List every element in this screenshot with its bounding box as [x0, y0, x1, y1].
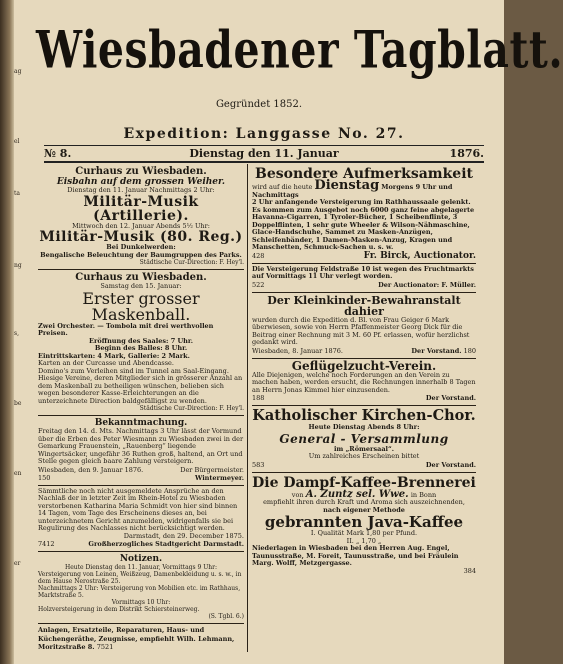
- notice-heading: Der Kleinkinder-Bewahranstalt dahier: [267, 293, 461, 318]
- ad-signature: Der Vorstand.: [425, 460, 476, 469]
- ad-heading: Die Dampf-Kaffee-Brennerei: [252, 474, 476, 491]
- notice-date: Wiesbaden, den 9. Januar 1876.: [38, 465, 144, 474]
- closing-ad: [38, 624, 244, 652]
- notice-signature: Der Auctionator: F. Müller.: [378, 280, 476, 289]
- founded-line: Gegründet 1852.: [215, 99, 303, 110]
- edge-fragment: el: [14, 138, 20, 145]
- notice-office: Der Bürgermeister.: [180, 465, 244, 474]
- newspaper-page: [14, 0, 563, 664]
- notizen-line: Heute Dienstag den 11. Januar, Vormittags 9 Uhr:: [64, 564, 218, 571]
- notice-footer: [252, 347, 476, 355]
- notice-signature: Wintermeyer.: [195, 473, 244, 482]
- ad-line: Domino's zum Verleihen sind im Tunnel am Saal-Eingang.: [38, 366, 229, 375]
- notice-signature: Der Vorstand.: [425, 394, 476, 402]
- kirchen-chor-ad: [252, 406, 476, 473]
- kleinkinder-notice: [252, 293, 476, 359]
- edge-fragment: ta: [14, 190, 20, 197]
- ad-company: A. Zuntz sel. Wwe.: [305, 488, 409, 500]
- notice-date: Darmstadt, den 29. December 1875.: [123, 531, 244, 540]
- ad-signature: Fr. Birck, Auctionator.: [363, 250, 476, 261]
- ad-text: von: [291, 490, 304, 499]
- issue-number: № 8.: [44, 147, 72, 160]
- ad-line: nach eigener Methode: [323, 505, 405, 514]
- right-column: [252, 164, 476, 660]
- ad-big-line: Militär-Musik (80. Reg.): [39, 229, 243, 245]
- curhaus-concert-ad: [38, 164, 244, 270]
- notice-text: wurden durch die Expedition d. Bl. von Frau Geiger 6 Mark überwiesen, sowie von Herrn Pfaffenmeister Georg Dick für die Beitrag einer Rechnung mit 3 M. 60 Pf. erlassen, wofür herzlichst gedankt wird.: [252, 315, 470, 346]
- notizen-line: Vormittags 10 Uhr:: [111, 599, 171, 606]
- notice-signature: Großherzogliches Stadtgericht Darmstadt.: [88, 540, 244, 548]
- ad-line: Beginn des Balles: 8 Uhr.: [94, 344, 188, 352]
- ad-line: Eintrittskarten: 4 Mark, Gallerie: 2 Mark.: [38, 351, 190, 360]
- ad-line: Samstag den 15. Januar:: [100, 282, 182, 290]
- notice-date: Wiesbaden, 8. Januar 1876.: [252, 346, 343, 355]
- ad-signature: Städtische Cur-Direction: F. Hey'l.: [139, 259, 244, 266]
- ad-line: Hiesige Vereine, deren Mitglieder sich in grösserer Anzahl an dem Maskenball zu betheiligen wünschen, belieben sich wegen besonderer Kasse-Erleichterungen an die unterzeichnete Direction baldgefälligst zu wenden.: [38, 374, 243, 405]
- ad-line: Bengalische Beleuchtung der Baumgruppen des Parks.: [40, 250, 242, 259]
- ad-heading: Curhaus zu Wiesbaden.: [75, 166, 207, 177]
- ad-line: [252, 178, 476, 199]
- dateline: [44, 145, 484, 163]
- bekanntmachung-notice: [38, 416, 244, 486]
- notice-text: Alle Diejenigen, welche noch Forderungen an den Verein zu machen haben, werden ersucht, die Rechnungen innerhalb 8 Tagen an Herrn Jonas Kimmel hier einzusenden.: [252, 370, 476, 394]
- notizen-section: [38, 552, 244, 624]
- edge-fragment: er: [14, 560, 21, 567]
- notice-heading: Geflügelzucht-Verein.: [291, 358, 437, 373]
- ad-footer: [252, 461, 476, 469]
- notice-number: 7412: [38, 540, 55, 548]
- notice-text: Sämmtliche noch nicht ausgemeldete Ansprüche an den Nachlaß der in letzter Zeit im Rhein-Hotel zu Wiesbaden verstorbenen Katharina Maria Schmidt von hier sind binnen 14 Tagen, vom Tage des Erscheinens dieses an, bei unterzeichnetem Gericht anzumelden, widrigenfalls sie bei Regulirung des Nachlasses nicht berücksichtigt werden.: [38, 486, 238, 532]
- notice-number: 188: [252, 394, 265, 402]
- ad-number: 583: [252, 460, 265, 469]
- edge-fragment: ng: [14, 262, 22, 269]
- ad-day: Dienstag: [314, 178, 380, 193]
- edge-fragment: be: [14, 400, 22, 407]
- estate-claims-notice: [38, 486, 244, 553]
- curhaus-maskenball-ad: [38, 270, 244, 416]
- notice-footer: [252, 281, 476, 289]
- notice-footer: [38, 540, 244, 548]
- ad-line: Bei Dunkelwerden:: [106, 243, 176, 251]
- ad-heading: Curhaus zu Wiesbaden.: [75, 272, 207, 283]
- notice-number: 150: [38, 473, 51, 482]
- notice-text: Die Versteigerung Feldstraße 10 ist wegen des Fruchtmarkts auf Vormittags 11 Uhr verlegt worden.: [252, 264, 474, 280]
- closing-text: Anlagen, Ersatzteile, Reparaturen, Haus- und Küchengeräthe, Zeugnisse, empfiehlt Wilh. Lehmann, Moritzstraße 8.: [38, 626, 235, 651]
- price-quality: II.: [346, 536, 354, 545]
- notizen-line: Nachmittags 2 Uhr: Versteigerung von Mobilien etc. im Rathhaus, Marktstraße 5.: [38, 585, 241, 599]
- ad-heading: Besondere Aufmerksamkeit: [254, 166, 473, 182]
- column-divider: [247, 164, 248, 652]
- edge-fragment: en: [14, 470, 22, 477]
- notice-footer: [38, 474, 244, 482]
- notice-number: 180: [463, 346, 476, 355]
- expedition-line: Expedition: Langgasse No. 27.: [123, 126, 405, 142]
- ad-line: Mittwoch den 12. Januar Abends 5½ Uhr:: [72, 221, 210, 230]
- notice-text: Freitag den 14. d. Mts. Nachmittags 3 Uhr lässt der Vormund über die Erben des Peter Wiesmann zu Wiesbaden zwei in der Gemarkung Frauenstein, „Rauenberg“ liegende Wingertsäcker, ungefähr 36 Ruthen groß, haltend, an Ort und Stelle gegen gleich baare Zahlung versteigern.: [38, 427, 244, 465]
- ad-line: Heute Dienstag Abends 8 Uhr:: [308, 423, 420, 431]
- issue-date: Dienstag den 11. Januar: [189, 147, 339, 160]
- notice-dateline: [38, 466, 244, 474]
- ad-line: Niederlagen in Wiesbaden bei den Herren Aug. Engel, Taunusstraße, M. Foreit, Taunusstraße, und bei Fräulein Marg. Wolff, Metzgergasse.: [252, 544, 459, 567]
- ad-text: wird auf die heute: [252, 183, 313, 191]
- ad-number: 428: [252, 251, 265, 260]
- price-ditto: „: [377, 536, 382, 545]
- notizen-line: Versteigerung von Leinen, Weißzeug, Damenbekleidung u. s. w., in dem Hause Nerostraße 25.: [38, 571, 242, 585]
- ad-text: in Bonn: [410, 490, 437, 499]
- issue-year: 1876.: [449, 147, 484, 160]
- fruchtmarkt-notice: [252, 264, 476, 293]
- ad-line: im „Römersaal“.: [333, 444, 395, 453]
- ad-subheading: Eisbahn auf dem grossen Weiher.: [56, 177, 226, 187]
- notizen-line: Holzversteigerung in dem Distrikt Schiersteinerweg.: [38, 606, 200, 613]
- edge-fragment: ag: [14, 68, 22, 75]
- price-line: I. Qualität Mark 1,80 per Pfund.: [310, 529, 418, 537]
- ad-heading: Katholischer Kirchen-Chor.: [252, 407, 476, 424]
- gefluegel-notice: [252, 359, 476, 407]
- notice-signature: Der Vorstand.: [411, 346, 462, 355]
- notizen-line: (S. Tgbl. 6.): [208, 613, 244, 620]
- kaffee-ad: [252, 473, 476, 576]
- price-ditto: „: [355, 536, 360, 545]
- auction-attention-ad: [252, 164, 476, 264]
- ad-big-line: Militär-Musik (Artillerie).: [83, 193, 199, 224]
- ad-big-line: gebrannten Java-Kaffee: [264, 513, 464, 531]
- closing-number: 7521: [96, 643, 114, 651]
- masthead-title: Wiesbadener Tagblatt.: [36, 20, 563, 80]
- ad-footer: [252, 252, 476, 260]
- ad-text: Morgens 9 Uhr und Nachmittags: [252, 183, 453, 199]
- adjacent-page-edge: [0, 0, 14, 664]
- ad-line: Es kommen zum Ausgebot noch 6000 ganz feine abgelagerte Havanna-Cigarren, 1 Tyroler-Bücher, 1 Scheibenflinte, 3 Doppelflinten, 1 sehr gute Wheeler & Wilson-Nähmaschine, Glace-Handschuhe, Sammet zu Masken-Anzügen, Schleifenbänder, 1 Damen-Masken-Anzug, Kragen und Manschetten, Schmuck-Sachen u. s. w.: [252, 205, 475, 251]
- notice-number: 522: [252, 280, 265, 289]
- left-column: [38, 164, 244, 660]
- ad-line: Karten an der Curcasse und Abendcasse.: [38, 359, 174, 367]
- edge-fragment: s,: [14, 330, 19, 337]
- ad-signature: Städtische Cur-Direction: F. Hey'l.: [139, 405, 244, 412]
- ad-line: Dienstag den 11. Januar Nachmittags 2 Uhr:: [67, 186, 215, 194]
- ad-line: 2 Uhr anfangende Versteigerung im Rathhaussaale gelenkt.: [252, 198, 471, 206]
- ad-big-line: General - Versammlung: [279, 431, 449, 446]
- ad-number: 384: [463, 566, 476, 575]
- ad-line: Zwei Orchester. — Tombola mit drei werthvollen Preisen.: [38, 321, 214, 337]
- price-value: 1,70: [361, 536, 376, 545]
- notizen-heading: Notizen.: [119, 554, 163, 564]
- ad-line: Um zahlreiches Erscheinen bittet: [308, 452, 420, 460]
- ad-big-line: Erster grosser Maskenball.: [82, 288, 200, 324]
- notice-heading: Bekanntmachung.: [94, 418, 188, 428]
- ad-line: empfiehlt ihren durch Kraft und Aroma sich auszeichnenden,: [263, 498, 465, 506]
- notice-footer: [252, 394, 476, 402]
- ad-line: Eröffnung des Saales: 7 Uhr.: [89, 336, 193, 345]
